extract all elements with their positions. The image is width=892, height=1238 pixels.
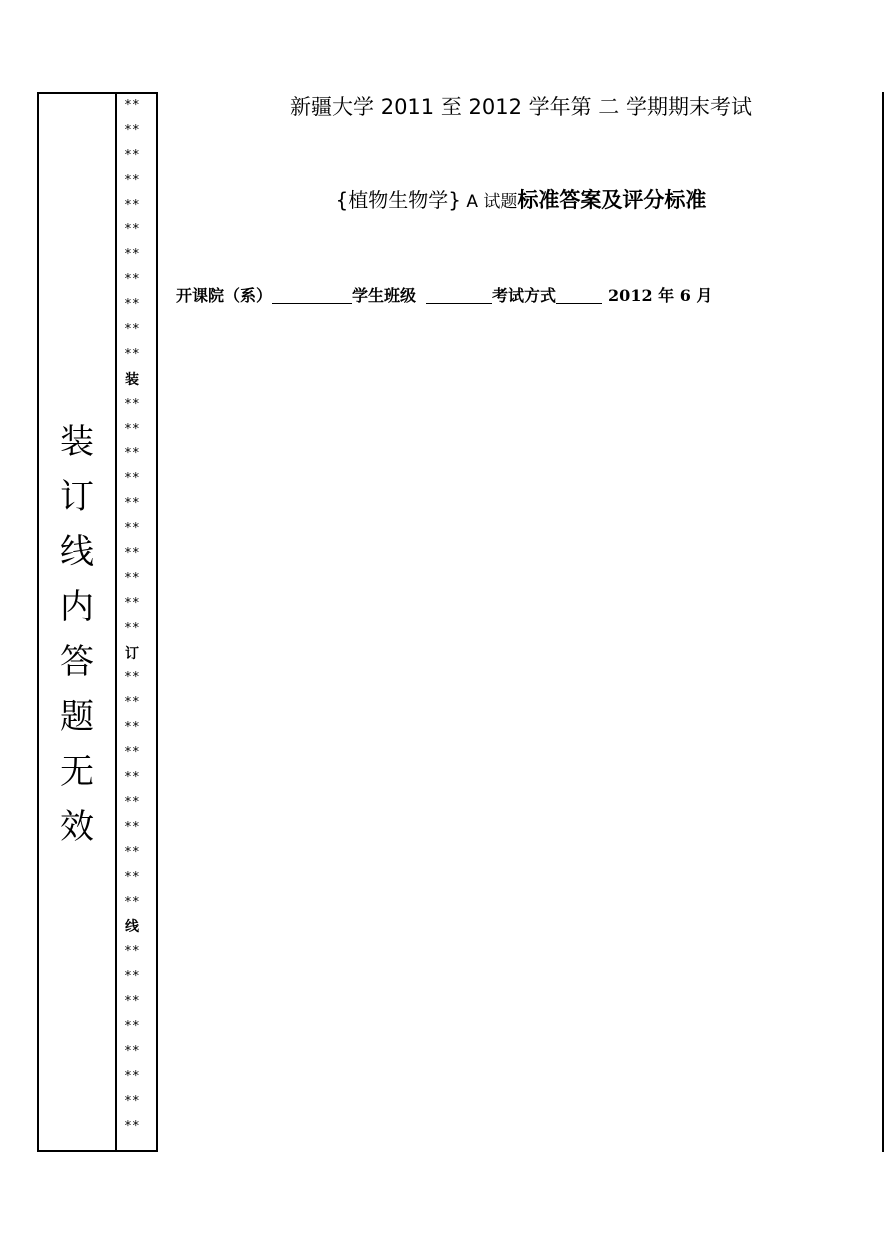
binding-marker: **	[124, 297, 140, 313]
exam-mode-blank	[556, 281, 602, 304]
binding-marker: **	[124, 272, 140, 288]
notice-char: 订	[60, 477, 94, 517]
binding-marker: **	[124, 770, 140, 786]
binding-marker: **	[124, 1093, 140, 1109]
binding-marker: **	[124, 745, 140, 761]
binding-marker: **	[124, 969, 140, 985]
binding-marker: **	[124, 346, 140, 362]
binding-marker: **	[124, 396, 140, 412]
binding-marker-char: 装	[125, 371, 139, 388]
binding-marker: **	[124, 98, 140, 113]
binding-marker: **	[124, 172, 140, 188]
binding-marker: **	[124, 1118, 140, 1134]
binding-marker: **	[124, 247, 140, 263]
paper-type: A 试题	[461, 192, 518, 212]
notice-char: 内	[60, 587, 94, 627]
answer-title	[160, 184, 882, 218]
binding-marker-char: 线	[125, 919, 139, 936]
notice-char: 无	[60, 752, 94, 792]
binding-marker: **	[124, 869, 140, 885]
binding-marker: **	[124, 471, 140, 487]
exam-info-row	[176, 276, 712, 306]
exam-mode-label: 考试方式	[492, 286, 557, 305]
binding-marker: **	[124, 695, 140, 711]
binding-marker: **	[124, 1068, 140, 1084]
binding-marker: **	[124, 595, 140, 611]
binding-marker: **	[124, 670, 140, 686]
notice-char: 题	[60, 697, 94, 737]
binding-marker: **	[124, 122, 140, 138]
binding-marker: **	[124, 147, 140, 163]
exam-date: 2012 年 6 月	[608, 286, 713, 305]
subject-name: {植物生物学}	[335, 188, 461, 212]
binding-marker: **	[124, 446, 140, 462]
binding-marker: **	[124, 844, 140, 860]
binding-marker-char: 订	[125, 645, 139, 662]
binding-marker: **	[124, 819, 140, 835]
binding-marker: **	[124, 994, 140, 1010]
right-border-line	[882, 92, 884, 1152]
binding-notice	[39, 415, 115, 855]
notice-char: 线	[60, 532, 94, 572]
binding-marker: **	[124, 546, 140, 562]
exam-title: 新疆大学 2011 至 2012 学年第 二 学期期末考试	[290, 95, 752, 119]
binding-markers	[117, 94, 158, 1139]
college-label: 开课院（系）	[176, 286, 273, 305]
binding-marker: **	[124, 794, 140, 810]
binding-marker: **	[124, 421, 140, 437]
binding-marker: **	[124, 222, 140, 238]
binding-marker: **	[124, 570, 140, 586]
binding-marker: **	[124, 620, 140, 636]
class-label: 学生班级	[352, 286, 417, 305]
binding-marker: **	[124, 720, 140, 736]
binding-marker: **	[124, 1018, 140, 1034]
notice-char: 效	[60, 807, 94, 847]
notice-char: 答	[60, 642, 94, 682]
class-blank	[426, 281, 492, 304]
binding-marker: **	[124, 1043, 140, 1059]
college-blank	[272, 281, 352, 304]
binding-marker: **	[124, 944, 140, 960]
binding-marker: **	[124, 197, 140, 213]
binding-marker: **	[124, 496, 140, 512]
notice-char: 装	[60, 422, 94, 462]
binding-marker: **	[124, 322, 140, 338]
binding-marker: **	[124, 894, 140, 910]
binding-marker: **	[124, 521, 140, 537]
answer-key-title: 标准答案及评分标准	[517, 188, 707, 212]
